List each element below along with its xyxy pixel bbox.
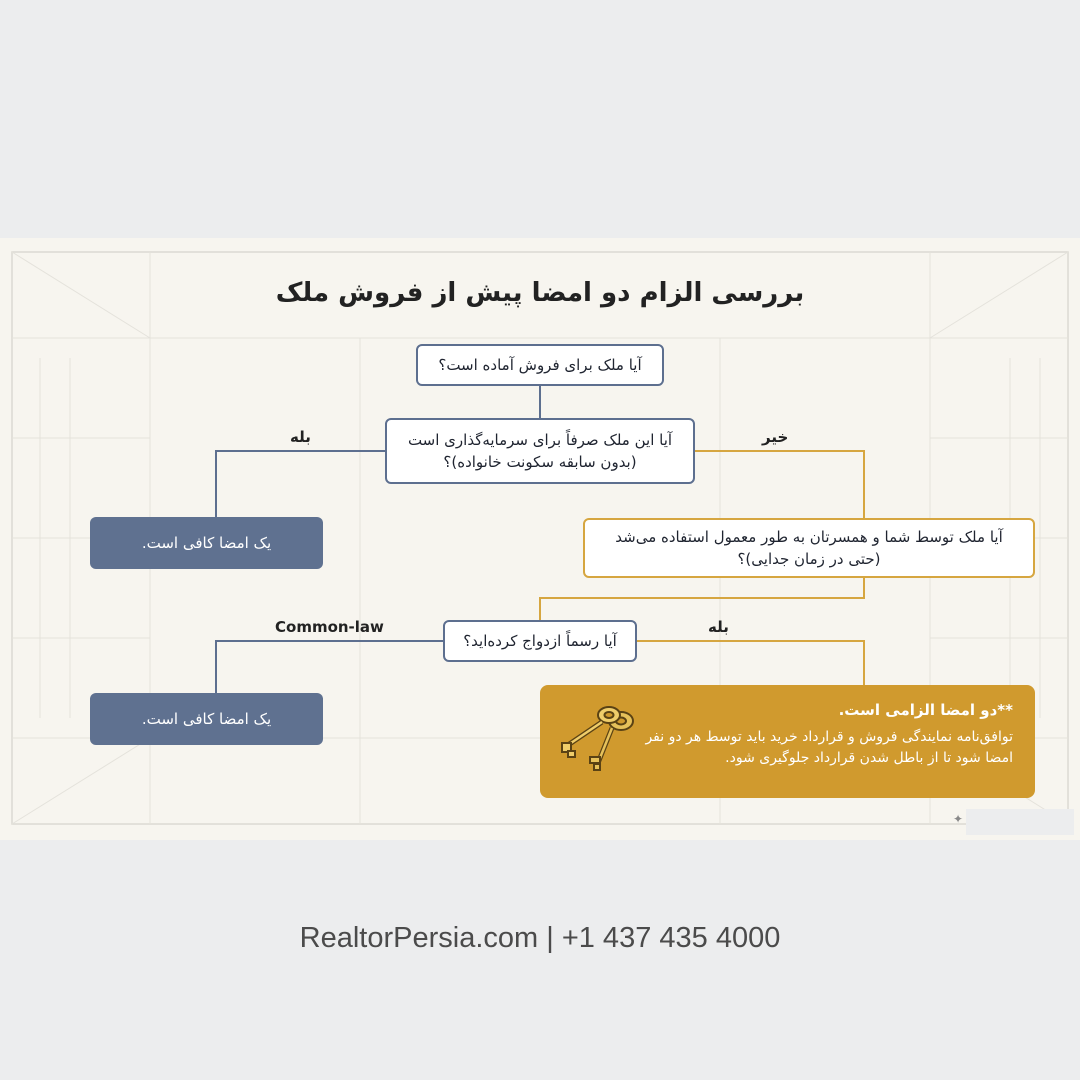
connector-q3-q4 bbox=[540, 578, 864, 620]
question-ready-to-sell-text: آیا ملک برای فروش آماده است؟ bbox=[438, 356, 642, 374]
branch-label-no: خیر bbox=[762, 428, 789, 446]
connector-q4-yes bbox=[636, 641, 864, 685]
question-investment-only-text: آیا این ملک صرفاً برای سرمایه‌گذاری است (بدون سابقه سکونت خانواده)؟ bbox=[407, 431, 673, 471]
branch-label-common-law: Common-law bbox=[275, 618, 384, 636]
branch-label-yes-left: بله bbox=[290, 428, 311, 446]
footer-contact: RealtorPersia.com | +1 437 435 4000 bbox=[299, 922, 781, 954]
question-family-residence-text: آیا ملک توسط شما و همسرتان به طور معمول استفاده می‌شد (حتی در زمان جدایی)؟ bbox=[615, 528, 1003, 568]
question-investment-only bbox=[385, 418, 695, 484]
connector-q2-yes bbox=[216, 451, 386, 517]
question-ready-to-sell bbox=[416, 344, 664, 386]
result-two-signatures-required bbox=[540, 685, 1035, 798]
watermark-cover bbox=[966, 809, 1074, 835]
question-family-residence bbox=[583, 518, 1035, 578]
result-two-signatures-body: توافق‌نامه نمایندگی فروش و قرارداد خرید باید توسط هر دو نفر امضا شود تا از باطل شدن قرارداد جلوگیری شود. bbox=[645, 729, 1013, 766]
flowchart-card bbox=[0, 238, 1080, 840]
result-one-signature-top bbox=[90, 517, 323, 569]
keys-icon bbox=[554, 701, 644, 776]
result-one-signature-bottom bbox=[90, 693, 323, 745]
watermark-icon: ✦ bbox=[953, 812, 964, 826]
result-two-signatures-title: **دو امضا الزامی است. bbox=[838, 701, 1013, 719]
connector-q2-no bbox=[694, 451, 864, 518]
question-legally-married-text: آیا رسماً ازدواج کرده‌اید؟ bbox=[463, 632, 617, 650]
connector-q4-commonlaw bbox=[216, 641, 444, 693]
result-one-signature-top-text: یک امضا کافی است. bbox=[141, 534, 272, 552]
page-title: بررسی الزام دو امضا پیش از فروش ملک bbox=[275, 278, 805, 308]
question-legally-married bbox=[443, 620, 637, 662]
branch-label-yes-right: بله bbox=[708, 618, 729, 636]
result-one-signature-bottom-text: یک امضا کافی است. bbox=[141, 710, 272, 728]
